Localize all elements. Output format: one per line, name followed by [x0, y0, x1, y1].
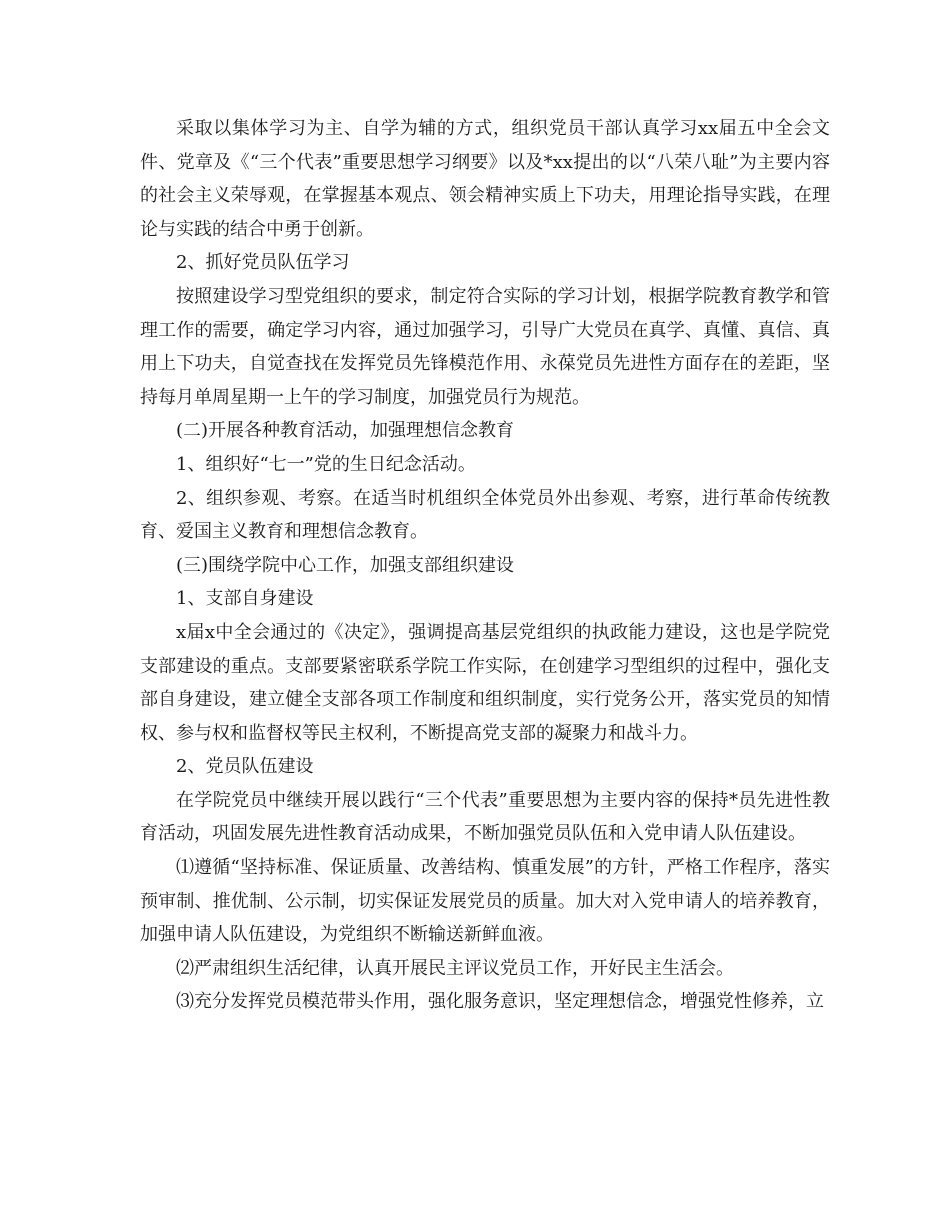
- list-item-1-development-policy: ⑴遵循“坚持标准、保证质量、改善结构、慎重发展”的方针，严格工作程序，落实预审制、推优制、公示制，切实保证发展党员的质量。加大对入党申请人的培养教育，加强申请人队伍建设，为党组织不断输送新鲜血液。: [140, 857, 830, 946]
- subheading-member-team-building: 2、党员队伍建设: [176, 756, 314, 778]
- paragraph-study-plan: 按照建设学习型党组织的要求，制定符合实际的学习计划，根据学院教育教学和管理工作的需要，确定学习内容，通过加强学习，引导广大党员在真学、真懂、真信、真用上下功夫，自觉查找在发挥党员先锋模范作用、永葆党员先进性方面存在的差距，坚持每月单周星期一上午的学习制度，加强党员行为规范。: [140, 285, 830, 408]
- list-item-3-exemplary-role: ⑶充分发挥党员模范带头作用，强化服务意识，坚定理想信念，增强党性修养，立: [176, 991, 824, 1013]
- section-heading-branch-building: (三)围绕学院中心工作，加强支部组织建设: [176, 554, 515, 576]
- section-heading-member-study: 2、抓好党员队伍学习: [176, 252, 350, 274]
- section-heading-education-activities: (二)开展各种教育活动，加强理想信念教育: [176, 420, 515, 442]
- paragraph-advanced-education: 在学院党员中继续开展以践行“三个代表”重要思想为主要内容的保持*员先进性教育活动，巩固发展先进性教育活动成果，不断加强党员队伍和入党申请人队伍建设。: [140, 789, 830, 845]
- subheading-branch-self-building: 1、支部自身建设: [176, 588, 314, 610]
- paragraph-study-method: 采取以集体学习为主、自学为辅的方式，组织党员干部认真学习xx届五中全会文件、党章及《“三个代表”重要思想学习纲要》以及*xx提出的以“八荣八耻”为主要内容的社会主义荣辱观，在掌握基本观点、领会精神实质上下功夫，用理论指导实践，在理论与实践的结合中勇于创新。: [140, 118, 830, 240]
- item-visits-inspections: 2、组织参观、考察。在适当时机组织全体党员外出参观、考察，进行革命传统教育、爱国主义教育和理想信念教育。: [140, 487, 830, 543]
- item-july-first-activity: 1、组织好“七一”党的生日纪念活动。: [176, 453, 476, 475]
- paragraph-branch-decision: x届x中全会通过的《决定》，强调提高基层党组织的执政能力建设，这也是学院党支部建设的重点。支部要紧密联系学院工作实际，在创建学习型组织的过程中，强化支部自身建设，建立健全支部各项工作制度和组织制度，实行党务公开，落实党员的知情权、参与权和监督权等民主权利，不断提高党支部的凝聚力和战斗力。: [140, 621, 830, 744]
- list-item-2-organization-discipline: ⑵严肃组织生活纪律，认真开展民主评议党员工作，开好民主生活会。: [176, 957, 734, 979]
- document-body: [140, 112, 830, 1019]
